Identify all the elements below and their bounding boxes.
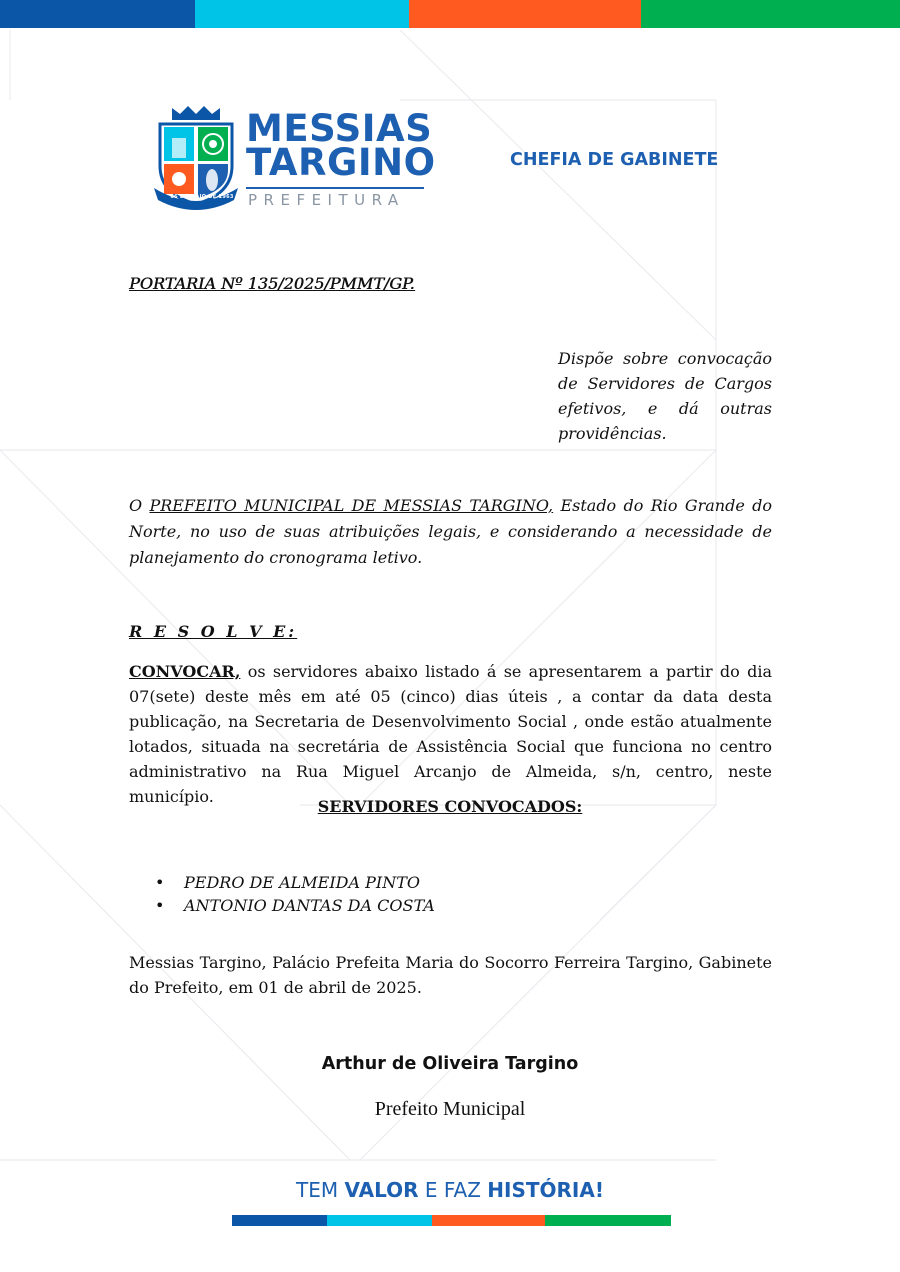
bullet-icon: • (155, 896, 165, 915)
footer-slogan (0, 1178, 900, 1202)
signatory-title: Prefeito Municipal (374, 1098, 526, 1120)
crest-motto: 06 DE MAIO DE 1963 (170, 194, 234, 200)
bar-segment-orange (409, 0, 641, 28)
slogan-part-3: E FAZ (418, 1178, 488, 1202)
servers-heading: SERVIDORES CONVOCADOS: (317, 797, 583, 816)
preamble (129, 493, 772, 571)
slogan-part-4: HISTÓRIA! (487, 1178, 604, 1202)
preamble-authority: PREFEITO MUNICIPAL DE MESSIAS TARGINO, (149, 496, 554, 515)
resolution-text: os servidores abaixo listado á se apresentarem a partir do dia 07(sete) deste mês em até 05 (cinco) dias úteis , a contar da data desta publicação, na Secretaria de Desenvolvimento Social , onde estão atualmente lotados, situada na secretária de Assistência Social que funciona no centro administrativo na Rua Miguel Arcanjo de Almeida, s/n, centro, neste município. (129, 662, 772, 806)
preamble-text: Estado do Rio Grande do Norte, no uso de suas atribuições legais, e considerando a necessidade de planejamento do cronograma letivo. (129, 496, 773, 567)
top-color-bar (0, 0, 900, 28)
servers-list (155, 871, 435, 917)
slogan-part-1: TEM (296, 1178, 345, 1202)
preamble-lead: O (129, 496, 150, 515)
resolution-verb: CONVOCAR, (129, 662, 241, 681)
bar-segment-cyan (327, 1215, 432, 1226)
logo-line-1: MESSIAS (246, 107, 433, 150)
list-item (155, 871, 435, 894)
closing-place-date: Messias Targino, Palácio Prefeita Maria do Socorro Ferreira Targino, Gabinete do Prefeito, em 01 de abril de 2025. (129, 953, 772, 997)
bar-segment-orange (432, 1215, 545, 1226)
logo-divider (246, 187, 424, 189)
resolution-body (129, 659, 772, 809)
slogan-part-2: VALOR (344, 1178, 419, 1202)
bar-segment-blue (232, 1215, 327, 1226)
server-name: ANTONIO DANTAS DA COSTA (184, 896, 435, 915)
signatory-name: Arthur de Oliveira Targino (321, 1054, 579, 1074)
resolve-heading: R E S O L V E: (129, 622, 298, 641)
portaria-number: PORTARIA Nº 135/2025/PMMT/GP. (129, 274, 415, 293)
bar-segment-green (641, 0, 900, 28)
list-item (155, 894, 435, 917)
bar-segment-cyan (195, 0, 409, 28)
logo-subtitle: PREFEITURA (248, 191, 405, 209)
bottom-color-bar (232, 1215, 671, 1226)
server-name: PEDRO DE ALMEIDA PINTO (184, 873, 421, 892)
bullet-icon: • (155, 873, 165, 892)
logo-line-2: TARGINO (246, 141, 436, 184)
bar-segment-green (545, 1215, 671, 1226)
ementa: Dispõe sobre convocação de Servidores de Cargos efetivos, e dá outras providências. (558, 349, 772, 443)
bar-segment-blue (0, 0, 195, 28)
logo-wordmark (246, 107, 436, 184)
department-title: CHEFIA DE GABINETE (510, 150, 719, 170)
